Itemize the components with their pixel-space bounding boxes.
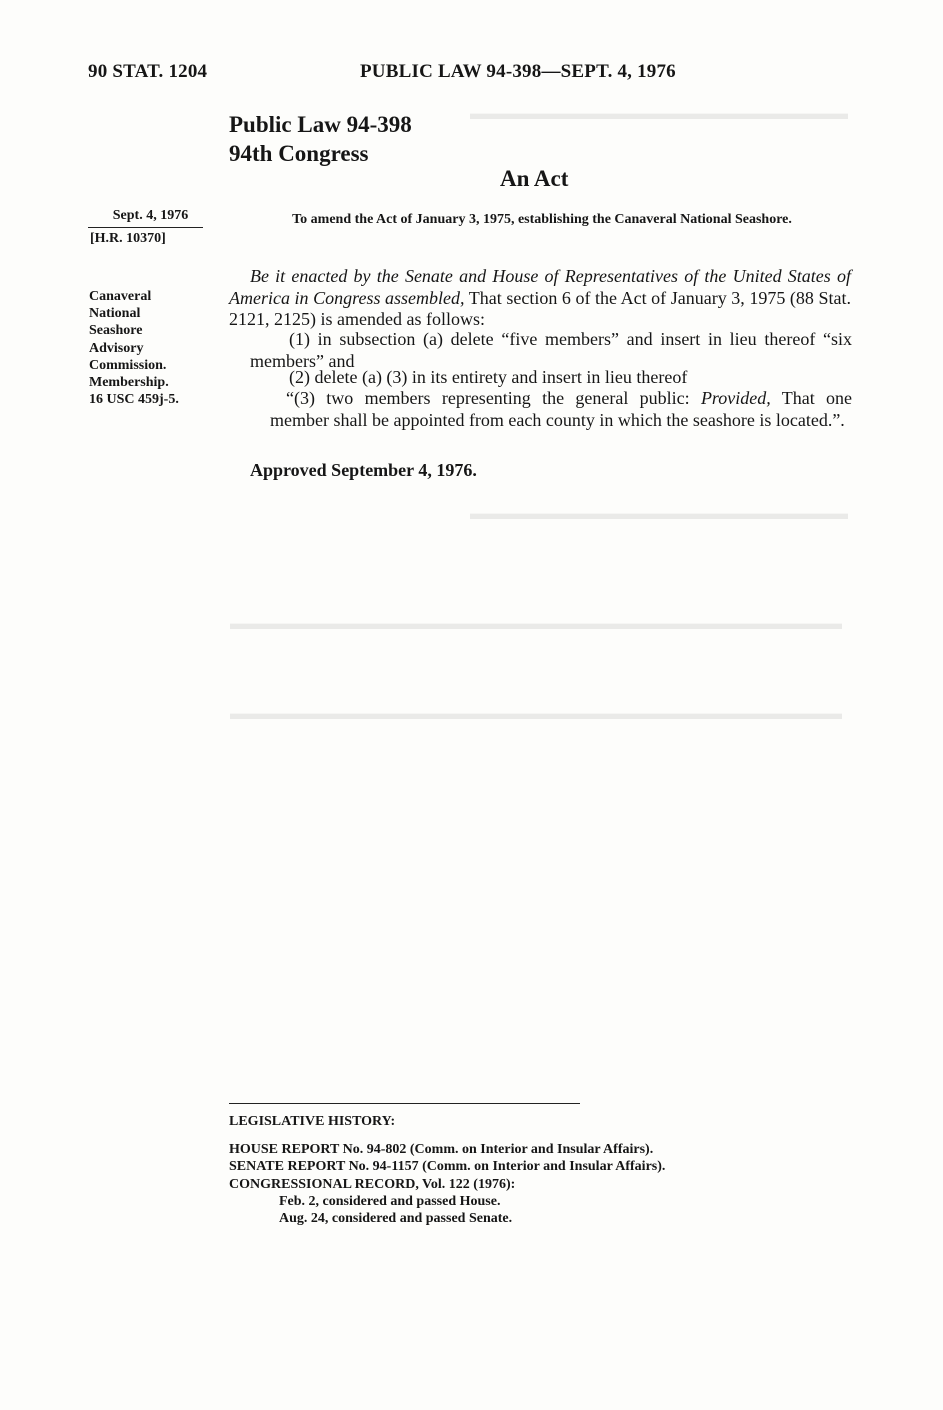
margin-note-line: Canaveral [89, 289, 152, 304]
margin-note-line: Seashore [89, 323, 143, 339]
enacting-text: That section 6 of the Act of January 3, 1975 (88 Stat. 2121, 2125) is amended as follows: [229, 287, 852, 329]
legislative-history-heading: LEGISLATIVE HISTORY: [229, 1114, 396, 1129]
running-title: PUBLIC LAW 94-398—SEPT. 4, 1976 [360, 61, 676, 82]
footnote-divider [229, 1103, 580, 1104]
sidebar-bill-number: [H.R. 10370] [90, 231, 166, 246]
enacting-clause [229, 266, 851, 331]
act-heading: An Act [500, 166, 569, 191]
sidebar-divider [88, 227, 203, 228]
bleed-through-shadow: ▬▬▬▬▬▬▬▬▬▬▬▬▬▬▬▬▬▬▬▬▬▬▬▬▬▬▬▬▬▬▬▬▬▬ [230, 613, 842, 633]
item3-text-start: “(3) two members representing the general public: [286, 388, 701, 408]
enacting-formula: Be it enacted by the Senate and House of Representatives of the United States of America in Congress assembled, [229, 266, 851, 308]
item3-proviso: Provided, [700, 388, 771, 408]
page-reference: 90 STAT. 1204 [88, 61, 208, 82]
sidebar-date: Sept. 4, 1976 [112, 208, 189, 223]
approval-line: Approved September 4, 1976. [250, 460, 477, 480]
amendment-item-1: (1) in subsection (a) delete “five members” and insert in lieu thereof “six members” and [250, 329, 852, 371]
act-purpose: To amend the Act of January 3, 1975, establishing the Canaveral National Seashore. [292, 212, 792, 227]
history-action: Aug. 24, considered and passed Senate. [279, 1211, 513, 1227]
bleed-through-shadow: ▬▬▬▬▬▬▬▬▬▬▬▬▬▬▬▬▬▬▬▬▬▬▬▬▬▬▬▬▬▬▬▬▬▬ [230, 703, 842, 723]
item3-text-end: That one member shall be appointed from each county in which the seashore is located.”. [270, 388, 852, 430]
law-title-block [229, 110, 412, 168]
law-number: Public Law 94-398 [229, 112, 412, 137]
sidebar-margin-note [89, 288, 179, 408]
house-report: HOUSE REPORT No. 94-802 (Comm. on Interior and Insular Affairs). [229, 1142, 654, 1158]
margin-note-line: National [89, 306, 141, 322]
congress-number: 94th Congress [229, 141, 369, 166]
margin-note-line: Advisory [89, 340, 144, 356]
margin-note-line: Commission. [89, 357, 167, 373]
senate-report: SENATE REPORT No. 94-1157 (Comm. on Interior and Insular Affairs). [229, 1159, 666, 1175]
margin-note-line: Membership. [89, 375, 169, 391]
history-action: Feb. 2, considered and passed House. [279, 1193, 501, 1209]
legislative-history [229, 1113, 665, 1227]
amendment-item-2: (2) delete (a) (3) in its entirety and insert in lieu thereof [289, 367, 688, 387]
margin-note-line: 16 USC 459j-5. [89, 392, 179, 408]
bleed-through-shadow: ▬▬▬▬▬▬▬▬▬▬▬▬▬▬▬▬▬▬▬▬▬ [470, 503, 848, 523]
congressional-record: CONGRESSIONAL RECORD, Vol. 122 (1976): [229, 1176, 516, 1192]
bleed-through-shadow: ▬▬▬▬▬▬▬▬▬▬▬▬▬▬▬▬▬▬▬▬▬ [470, 103, 848, 123]
amendment-item-3 [270, 388, 852, 431]
